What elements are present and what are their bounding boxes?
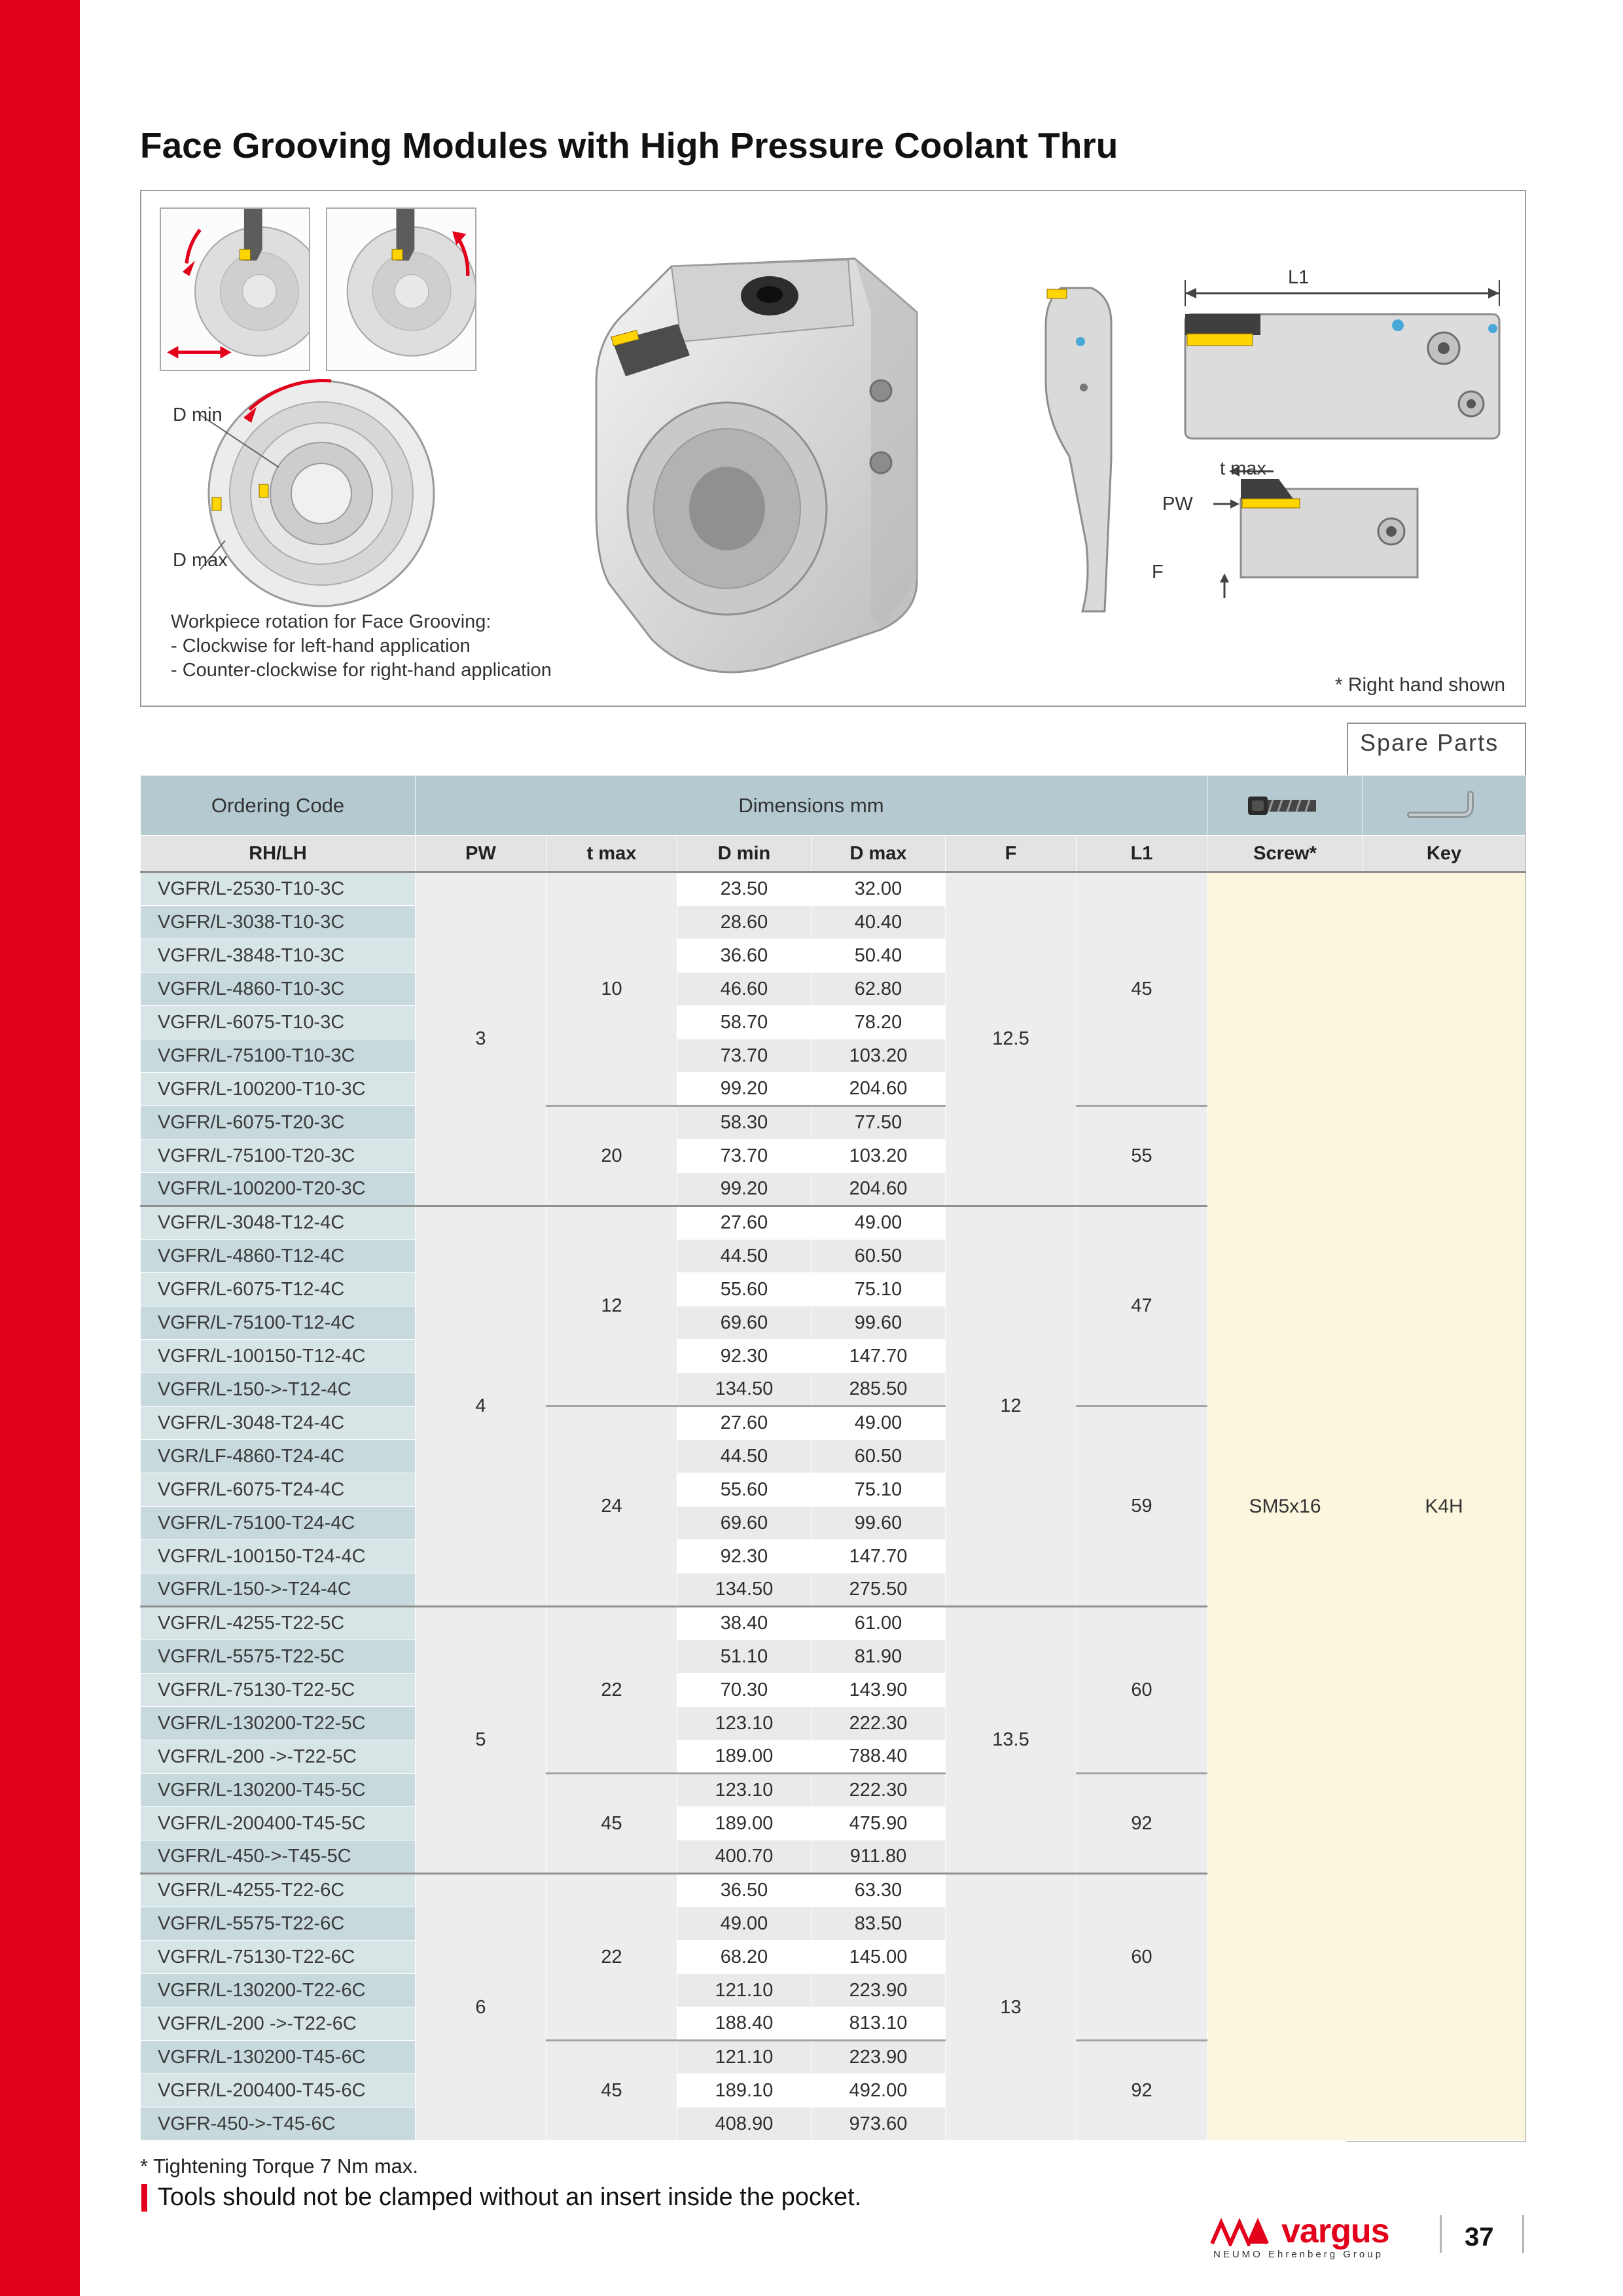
l1-cell: 47 bbox=[1077, 1206, 1207, 1407]
rotation-text bbox=[171, 610, 552, 683]
rotation-diagram-left-drawing bbox=[161, 209, 309, 370]
dmin-cell: 121.10 bbox=[677, 2041, 812, 2074]
dmin-cell: 44.50 bbox=[677, 1440, 812, 1473]
rotation-line-1: - Clockwise for left-hand application bbox=[171, 636, 471, 656]
dmin-cell: 58.30 bbox=[677, 1106, 812, 1139]
t-max-header: t max bbox=[546, 836, 677, 872]
dmax-cell: 62.80 bbox=[812, 973, 946, 1006]
dmin-cell: 134.50 bbox=[677, 1573, 812, 1607]
tmax-cell: 10 bbox=[546, 872, 677, 1106]
ordering-code-cell: VGFR/L-3038-T10-3C bbox=[141, 906, 416, 939]
ordering-code-cell: VGFR/L-75130-T22-6C bbox=[141, 1941, 416, 1974]
hex-key-icon bbox=[1363, 776, 1525, 836]
l1-cell: 60 bbox=[1077, 1874, 1207, 2041]
dmax-cell: 973.60 bbox=[812, 2108, 946, 2141]
pw-cell: 4 bbox=[416, 1206, 546, 1607]
ordering-code-cell: VGFR-450->-T45-6C bbox=[141, 2108, 416, 2141]
dmax-cell: 49.00 bbox=[812, 1407, 946, 1440]
module-side-view bbox=[1136, 263, 1522, 623]
dmax-cell: 103.20 bbox=[812, 1039, 946, 1073]
dmin-cell: 46.60 bbox=[677, 973, 812, 1006]
pw-header: PW bbox=[416, 836, 546, 872]
footer-divider-2 bbox=[1522, 2215, 1524, 2253]
f-header: F bbox=[946, 836, 1077, 872]
dmin-cell: 51.10 bbox=[677, 1640, 812, 1674]
dmax-cell: 223.90 bbox=[812, 2041, 946, 2074]
ordering-code-cell: VGFR/L-3048-T24-4C bbox=[141, 1407, 416, 1440]
dmax-cell: 32.00 bbox=[812, 872, 946, 906]
ordering-code-cell: VGFR/L-6075-T20-3C bbox=[141, 1106, 416, 1139]
ordering-code-cell: VGFR/L-130200-T45-6C bbox=[141, 2041, 416, 2074]
ordering-code-cell: VGFR/L-75100-T24-4C bbox=[141, 1507, 416, 1540]
rotation-title: Workpiece rotation for Face Grooving: bbox=[171, 611, 491, 632]
dmax-cell: 50.40 bbox=[812, 939, 946, 973]
ordering-code-cell: VGFR/L-130200-T45-5C bbox=[141, 1774, 416, 1807]
l1-cell: 59 bbox=[1077, 1407, 1207, 1607]
dmin-cell: 188.40 bbox=[677, 2007, 812, 2041]
dmin-cell: 58.70 bbox=[677, 1006, 812, 1039]
dmin-cell: 99.20 bbox=[677, 1173, 812, 1206]
dmax-cell: 78.20 bbox=[812, 1006, 946, 1039]
dmax-cell: 222.30 bbox=[812, 1774, 946, 1807]
dmin-cell: 36.50 bbox=[677, 1874, 812, 1907]
dmin-cell: 69.60 bbox=[677, 1507, 812, 1540]
f-label: F bbox=[1152, 562, 1164, 583]
dmax-cell: 204.60 bbox=[812, 1073, 946, 1106]
ordering-code-cell: VGFR/L-150->-T12-4C bbox=[141, 1373, 416, 1407]
dmin-cell: 55.60 bbox=[677, 1273, 812, 1306]
ordering-code-cell: VGR/LF-4860-T24-4C bbox=[141, 1440, 416, 1473]
tmax-cell: 22 bbox=[546, 1607, 677, 1774]
dmax-cell: 83.50 bbox=[812, 1907, 946, 1941]
dmax-cell: 75.10 bbox=[812, 1273, 946, 1306]
ordering-code-cell: VGFR/L-6075-T12-4C bbox=[141, 1273, 416, 1306]
dmax-cell: 63.30 bbox=[812, 1874, 946, 1907]
ordering-code-cell: VGFR/L-4255-T22-6C bbox=[141, 1874, 416, 1907]
rh-lh-header: RH/LH bbox=[141, 836, 416, 872]
ordering-code-cell: VGFR/L-5575-T22-5C bbox=[141, 1640, 416, 1674]
dmax-cell: 147.70 bbox=[812, 1540, 946, 1573]
product-table bbox=[140, 775, 1525, 2141]
dmax-cell: 60.50 bbox=[812, 1240, 946, 1273]
dmin-cell: 28.60 bbox=[677, 906, 812, 939]
tmax-cell: 45 bbox=[546, 2041, 677, 2141]
dmin-cell: 121.10 bbox=[677, 1974, 812, 2007]
ordering-code-cell: VGFR/L-75100-T20-3C bbox=[141, 1139, 416, 1173]
rotation-diagram-right-drawing bbox=[327, 209, 475, 370]
pw-label: PW bbox=[1162, 493, 1193, 514]
ordering-code-cell: VGFR/L-130200-T22-5C bbox=[141, 1707, 416, 1740]
rotation-diagram-left bbox=[160, 207, 310, 371]
page-title: Face Grooving Modules with High Pressure Coolant Thru bbox=[140, 125, 1118, 166]
dmin-cell: 27.60 bbox=[677, 1206, 812, 1240]
d-max-label: D max bbox=[173, 550, 228, 571]
d-min-label: D min bbox=[173, 404, 223, 425]
f-cell: 13.5 bbox=[946, 1607, 1077, 1874]
right-hand-note: * Right hand shown bbox=[1334, 674, 1505, 696]
dmax-cell: 99.60 bbox=[812, 1507, 946, 1540]
dmin-cell: 38.40 bbox=[677, 1607, 812, 1640]
dmax-cell: 813.10 bbox=[812, 2007, 946, 2041]
ordering-code-cell: VGFR/L-100200-T10-3C bbox=[141, 1073, 416, 1106]
dmin-cell: 23.50 bbox=[677, 872, 812, 906]
dmax-cell: 222.30 bbox=[812, 1707, 946, 1740]
l1-cell: 55 bbox=[1077, 1106, 1207, 1206]
tmax-cell: 20 bbox=[546, 1106, 677, 1206]
table-header-top bbox=[141, 776, 1525, 836]
dmin-cell: 99.20 bbox=[677, 1073, 812, 1106]
dmax-cell: 81.90 bbox=[812, 1640, 946, 1674]
warning-note bbox=[141, 2183, 861, 2212]
ordering-code-cell: VGFR/L-130200-T22-6C bbox=[141, 1974, 416, 2007]
dmax-cell: 223.90 bbox=[812, 1974, 946, 2007]
dmax-cell: 285.50 bbox=[812, 1373, 946, 1407]
pw-cell: 5 bbox=[416, 1607, 546, 1874]
dmin-cell: 70.30 bbox=[677, 1674, 812, 1707]
tmax-cell: 24 bbox=[546, 1407, 677, 1607]
dmin-cell: 92.30 bbox=[677, 1340, 812, 1373]
l1-cell: 92 bbox=[1077, 1774, 1207, 1874]
l1-cell: 45 bbox=[1077, 872, 1207, 1106]
footer-divider-1 bbox=[1440, 2215, 1442, 2253]
ordering-code-cell: VGFR/L-200 ->-T22-6C bbox=[141, 2007, 416, 2041]
dmin-cell: 55.60 bbox=[677, 1473, 812, 1507]
table-header-sub bbox=[141, 836, 1525, 872]
rotation-diagram-right bbox=[326, 207, 476, 371]
ordering-code-cell: VGFR/L-6075-T24-4C bbox=[141, 1473, 416, 1507]
brand-name: vargus bbox=[1281, 2212, 1389, 2250]
screw-value-cell: SM5x16 bbox=[1207, 872, 1363, 2141]
ordering-code-cell: VGFR/L-200400-T45-5C bbox=[141, 1807, 416, 1840]
l1-cell: 60 bbox=[1077, 1607, 1207, 1774]
dmax-cell: 492.00 bbox=[812, 2074, 946, 2108]
l1-cell: 92 bbox=[1077, 2041, 1207, 2141]
rotation-line-2: - Counter-clockwise for right-hand application bbox=[171, 660, 552, 681]
ordering-code-cell: VGFR/L-4255-T22-5C bbox=[141, 1607, 416, 1640]
dmin-cell: 134.50 bbox=[677, 1373, 812, 1407]
dmax-cell: 204.60 bbox=[812, 1173, 946, 1206]
dmin-cell: 92.30 bbox=[677, 1540, 812, 1573]
pw-cell: 3 bbox=[416, 872, 546, 1206]
brand-logo bbox=[1209, 2212, 1389, 2260]
brand-triangles-icon bbox=[1209, 2216, 1281, 2246]
product-table-wrap bbox=[140, 775, 1525, 2141]
ordering-code-cell: VGFR/L-3048-T12-4C bbox=[141, 1206, 416, 1240]
page-accent-strip bbox=[0, 0, 80, 2296]
dmax-cell: 475.90 bbox=[812, 1807, 946, 1840]
figure-panel bbox=[140, 190, 1526, 707]
dmax-cell: 275.50 bbox=[812, 1573, 946, 1607]
dmax-cell: 40.40 bbox=[812, 906, 946, 939]
ordering-code-cell: VGFR/L-200400-T45-6C bbox=[141, 2074, 416, 2108]
dmin-cell: 189.00 bbox=[677, 1740, 812, 1774]
d-max-header: D max bbox=[812, 836, 946, 872]
l1-label: L1 bbox=[1288, 267, 1310, 288]
dmin-cell: 69.60 bbox=[677, 1306, 812, 1340]
dmax-cell: 103.20 bbox=[812, 1139, 946, 1173]
module-3d-render bbox=[573, 227, 959, 679]
ordering-code-cell: VGFR/L-100150-T12-4C bbox=[141, 1340, 416, 1373]
f-cell: 13 bbox=[946, 1874, 1077, 2141]
module-front-view bbox=[1031, 283, 1130, 617]
dmin-cell: 49.00 bbox=[677, 1907, 812, 1941]
ordering-code-cell: VGFR/L-100150-T24-4C bbox=[141, 1540, 416, 1573]
screw-header: Screw* bbox=[1207, 836, 1363, 872]
dmax-cell: 61.00 bbox=[812, 1607, 946, 1640]
dmin-cell: 73.70 bbox=[677, 1139, 812, 1173]
ordering-code-cell: VGFR/L-2530-T10-3C bbox=[141, 872, 416, 906]
dmin-cell: 123.10 bbox=[677, 1774, 812, 1807]
warning-text: Tools should not be clamped without an insert inside the pocket. bbox=[158, 2183, 862, 2211]
t-max-label: t max bbox=[1220, 458, 1266, 479]
ordering-code-cell: VGFR/L-450->-T45-5C bbox=[141, 1840, 416, 1874]
dmax-cell: 143.90 bbox=[812, 1674, 946, 1707]
ordering-code-cell: VGFR/L-75130-T22-5C bbox=[141, 1674, 416, 1707]
dmin-dmax-diagram bbox=[194, 369, 442, 618]
ordering-code-cell: VGFR/L-100200-T20-3C bbox=[141, 1173, 416, 1206]
dmin-cell: 27.60 bbox=[677, 1407, 812, 1440]
dmin-cell: 189.10 bbox=[677, 2074, 812, 2108]
dmax-cell: 147.70 bbox=[812, 1340, 946, 1373]
ordering-code-cell: VGFR/L-6075-T10-3C bbox=[141, 1006, 416, 1039]
f-cell: 12 bbox=[946, 1206, 1077, 1607]
dmax-cell: 60.50 bbox=[812, 1440, 946, 1473]
dmin-cell: 400.70 bbox=[677, 1840, 812, 1874]
dmax-cell: 77.50 bbox=[812, 1106, 946, 1139]
dmin-cell: 408.90 bbox=[677, 2108, 812, 2141]
warning-accent-bar bbox=[141, 2184, 147, 2212]
ordering-code-cell: VGFR/L-4860-T12-4C bbox=[141, 1240, 416, 1273]
dmax-cell: 99.60 bbox=[812, 1306, 946, 1340]
dmin-cell: 73.70 bbox=[677, 1039, 812, 1073]
dmax-cell: 145.00 bbox=[812, 1941, 946, 1974]
table-row bbox=[141, 872, 1525, 906]
ordering-code-cell: VGFR/L-75100-T10-3C bbox=[141, 1039, 416, 1073]
l1-header: L1 bbox=[1077, 836, 1207, 872]
pw-cell: 6 bbox=[416, 1874, 546, 2141]
dmin-cell: 68.20 bbox=[677, 1941, 812, 1974]
ordering-code-header: Ordering Code bbox=[141, 776, 416, 836]
dmax-cell: 49.00 bbox=[812, 1206, 946, 1240]
dmax-cell: 75.10 bbox=[812, 1473, 946, 1507]
dmin-cell: 36.60 bbox=[677, 939, 812, 973]
torque-footnote: * Tightening Torque 7 Nm max. bbox=[140, 2155, 419, 2178]
tmax-cell: 12 bbox=[546, 1206, 677, 1407]
f-cell: 12.5 bbox=[946, 872, 1077, 1206]
key-header: Key bbox=[1363, 836, 1525, 872]
brand-subtitle: NEUMO Ehrenberg Group bbox=[1213, 2249, 1383, 2260]
screw-icon bbox=[1207, 776, 1363, 836]
dmin-cell: 123.10 bbox=[677, 1707, 812, 1740]
ordering-code-cell: VGFR/L-200 ->-T22-5C bbox=[141, 1740, 416, 1774]
dmax-cell: 788.40 bbox=[812, 1740, 946, 1774]
ordering-code-cell: VGFR/L-3848-T10-3C bbox=[141, 939, 416, 973]
ordering-code-cell: VGFR/L-4860-T10-3C bbox=[141, 973, 416, 1006]
ordering-code-cell: VGFR/L-150->-T24-4C bbox=[141, 1573, 416, 1607]
dimensions-header: Dimensions mm bbox=[416, 776, 1207, 836]
spare-parts-label: Spare Parts bbox=[1360, 729, 1499, 756]
tmax-cell: 22 bbox=[546, 1874, 677, 2041]
dmax-cell: 911.80 bbox=[812, 1840, 946, 1874]
d-min-header: D min bbox=[677, 836, 812, 872]
page-number: 37 bbox=[1465, 2223, 1494, 2251]
key-value-cell: K4H bbox=[1363, 872, 1525, 2141]
ordering-code-cell: VGFR/L-5575-T22-6C bbox=[141, 1907, 416, 1941]
ordering-code-cell: VGFR/L-75100-T12-4C bbox=[141, 1306, 416, 1340]
dmin-cell: 44.50 bbox=[677, 1240, 812, 1273]
dmin-cell: 189.00 bbox=[677, 1807, 812, 1840]
tmax-cell: 45 bbox=[546, 1774, 677, 1874]
